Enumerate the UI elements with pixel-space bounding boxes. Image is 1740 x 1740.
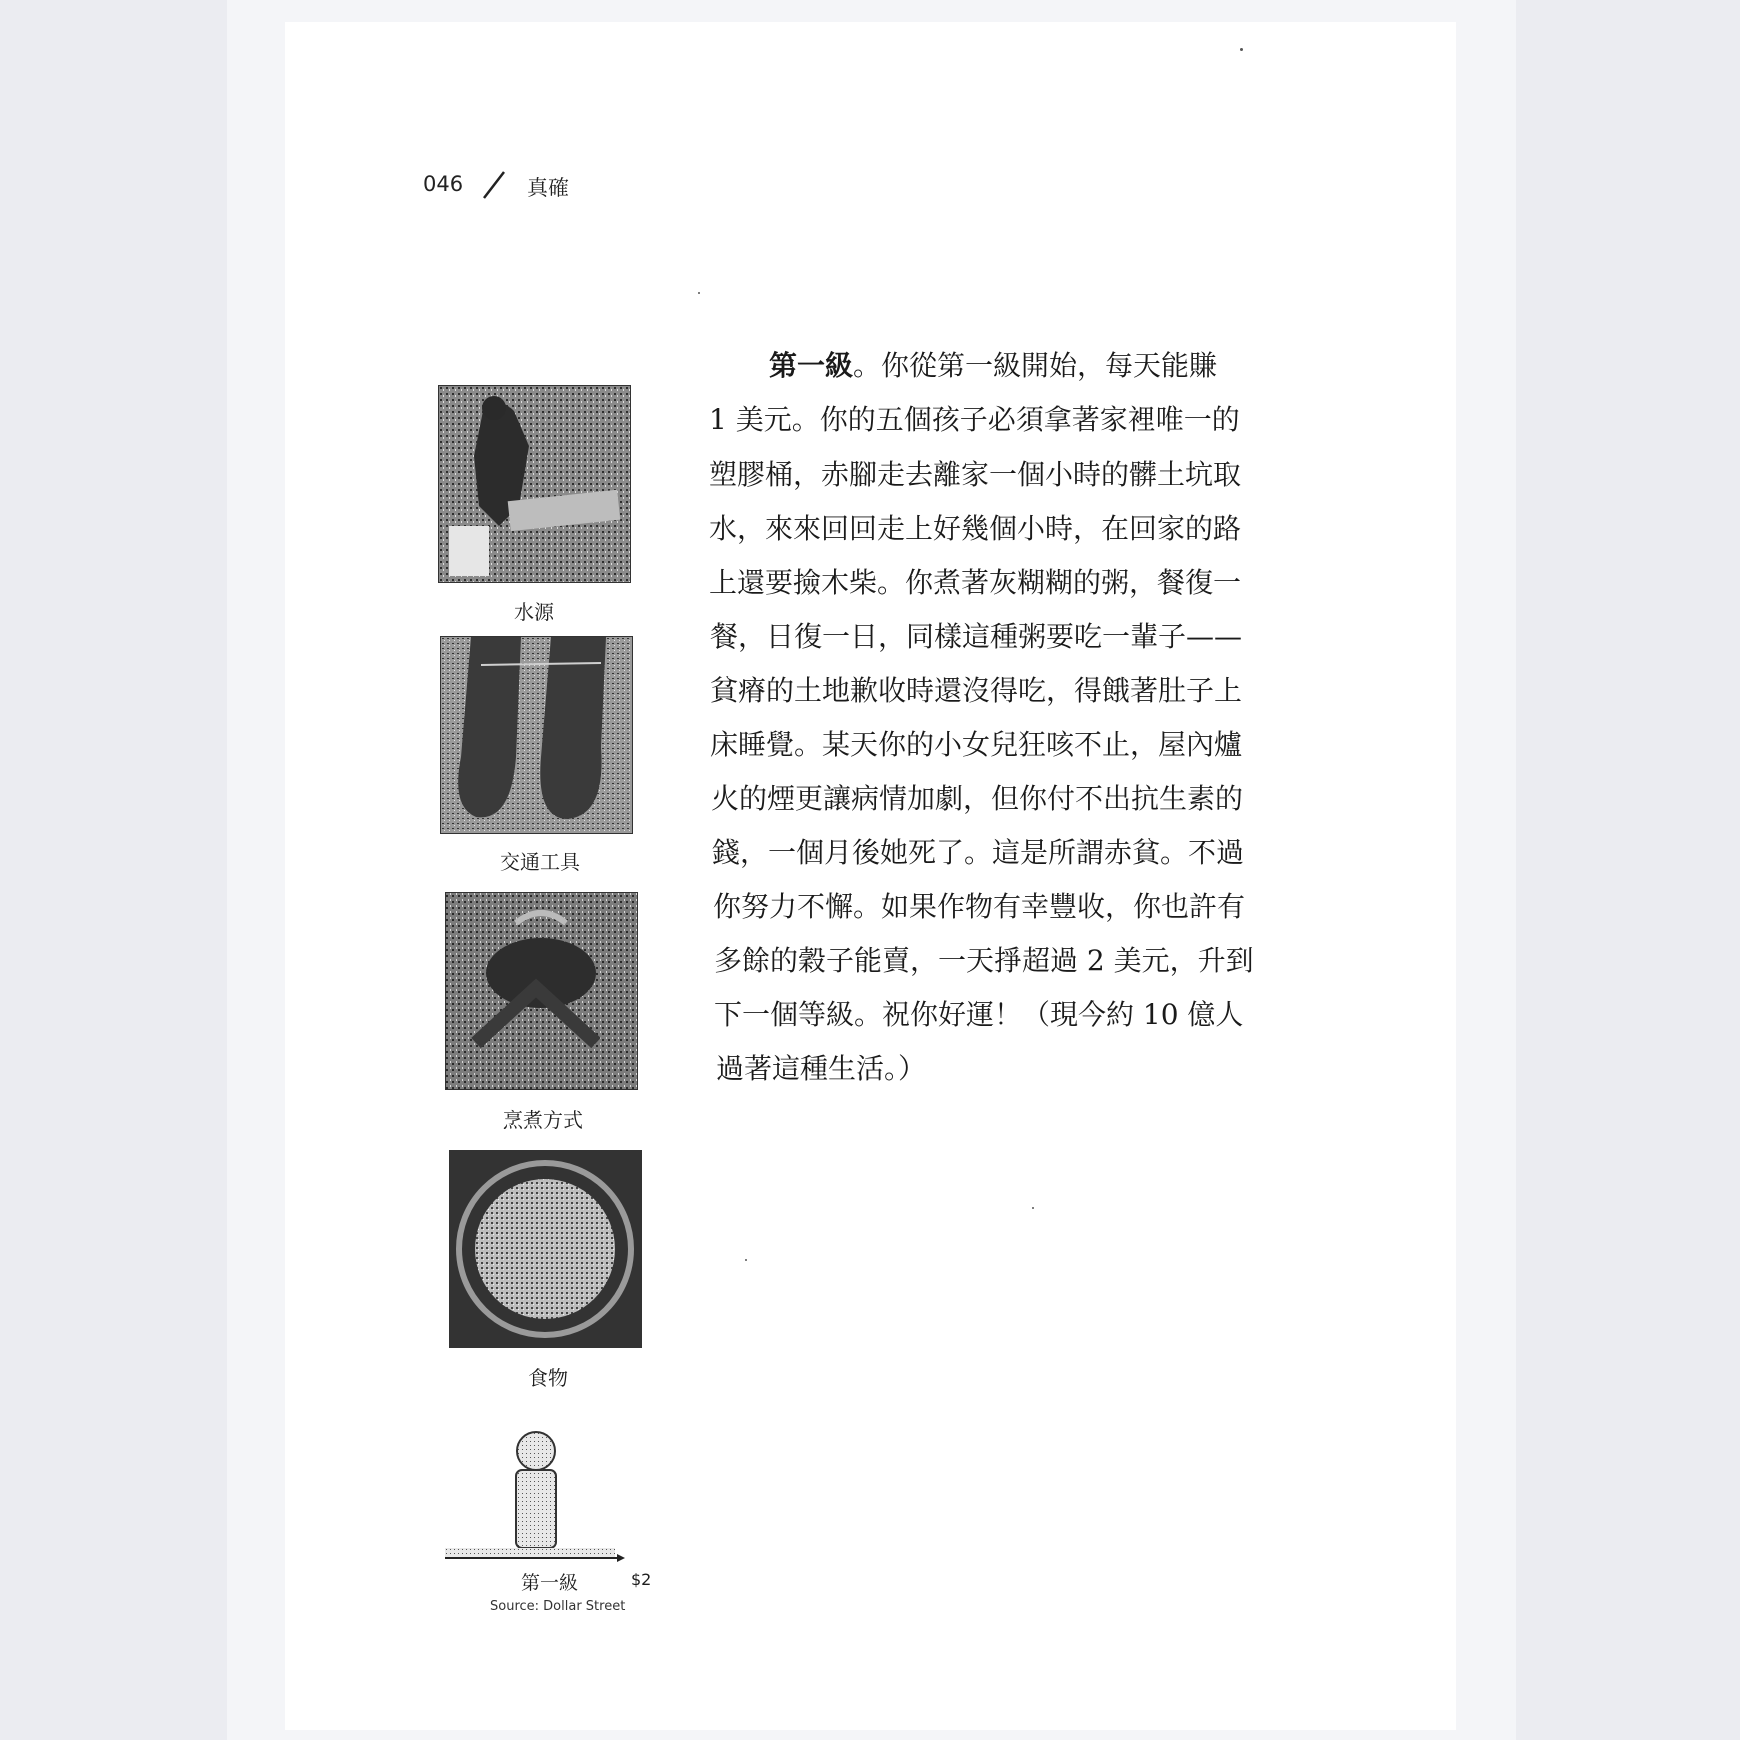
body-line-13: 下一個等級。祝你好運！（現今約 10 億人 bbox=[714, 998, 1244, 1031]
book-page bbox=[285, 22, 1456, 1730]
body-line-14: 過著這種生活。） bbox=[716, 1052, 927, 1085]
scan-speck bbox=[698, 292, 700, 294]
body-line-2: 1 美元。你的五個孩子必須拿著家裡唯一的 bbox=[709, 403, 1240, 436]
body-line-8: 床睡覺。某天你的小女兒狂咳不止，屋內爐 bbox=[710, 728, 1243, 761]
person-fetching-water-photo bbox=[438, 385, 631, 583]
body-line-10: 錢，一個月後她死了。這是所謂赤貧。不過 bbox=[712, 836, 1245, 869]
scan-speck bbox=[745, 1259, 747, 1261]
level-one-figure-icon bbox=[445, 1412, 645, 1592]
scan-speck bbox=[1032, 1207, 1034, 1209]
source-credit: Source: Dollar Street bbox=[490, 1599, 626, 1614]
cooking-fire-photo bbox=[445, 892, 638, 1090]
level-heading: 第一級 bbox=[769, 349, 854, 382]
body-line-6: 餐，日復一日，同樣這種粥要吃一輩子—— bbox=[710, 620, 1243, 653]
scale-value-label: $2 bbox=[631, 1570, 652, 1589]
caption-cooking: 烹煮方式 bbox=[503, 1108, 583, 1132]
caption-water: 水源 bbox=[514, 600, 554, 624]
body-line-3: 塑膠桶，赤腳走去離家一個小時的髒土坑取 bbox=[709, 458, 1242, 491]
slash-divider-icon bbox=[481, 170, 507, 200]
bare-feet-photo bbox=[440, 636, 633, 834]
body-line-5: 上還要撿木柴。你煮著灰糊糊的粥，餐復一 bbox=[709, 566, 1242, 599]
body-line-1-text: 。你從第一級開始，每天能賺 bbox=[853, 349, 1218, 382]
running-title: 真確 bbox=[527, 176, 569, 200]
level-label: 第一級 bbox=[521, 1572, 579, 1594]
body-line-11: 你努力不懈。如果作物有幸豐收，你也許有 bbox=[713, 890, 1246, 923]
page-number: 046 bbox=[423, 172, 464, 196]
scan-speck bbox=[1240, 48, 1243, 51]
caption-transport: 交通工具 bbox=[500, 850, 580, 874]
body-line-9: 火的煙更讓病情加劇，但你付不出抗生素的 bbox=[711, 782, 1244, 815]
body-line-12: 多餘的穀子能賣，一天掙超過 2 美元，升到 bbox=[714, 944, 1254, 977]
body-line-4: 水，來來回回走上好幾個小時，在回家的路 bbox=[709, 512, 1242, 545]
body-line-1 bbox=[709, 346, 1217, 386]
body-line-7: 貧瘠的土地歉收時還沒得吃，得餓著肚子上 bbox=[710, 674, 1243, 707]
bowl-of-porridge-photo bbox=[449, 1150, 642, 1348]
caption-food: 食物 bbox=[528, 1366, 568, 1390]
